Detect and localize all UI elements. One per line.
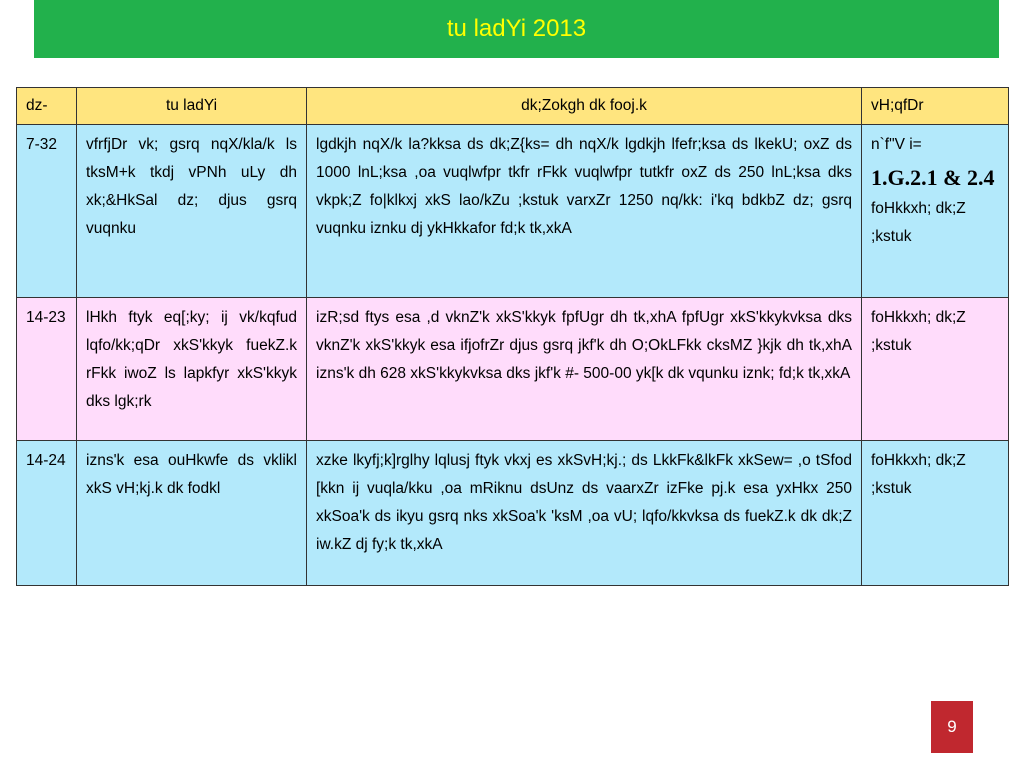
row-scheme-name: lHkh ftyk eq[;ky; ij vk/kqfud lqfo/kk;qDr xkS'kkyk fuekZ.k rFkk iwoZ ls lapkfyr xkS'kkyk dks lgk;rk — [77, 298, 307, 441]
row-remark: foHkkxh; dk;Z ;kstuk — [862, 298, 1009, 441]
remark-vision-label: n`f"V i= — [871, 136, 922, 153]
header-scheme-name: tu ladYi — [77, 88, 307, 125]
table-header-row — [17, 88, 1009, 125]
row-serial: 14-24 — [17, 441, 77, 586]
table-row — [17, 441, 1009, 586]
page-number: 9 — [947, 717, 957, 736]
slide-title: tu ladYi 2013 — [446, 15, 587, 42]
row-remark — [862, 125, 1009, 298]
header-description: dk;Zokgh dk fooj.k — [307, 88, 862, 125]
row-serial: 14-23 — [17, 298, 77, 441]
header-remark: vH;qfDr — [862, 88, 1009, 125]
row-description: izR;sd ftys esa ,d vknZ'k xkS'kkyk fpfUgr dh tk,xhA fpfUgr xkS'kkykvksa dks vknZ'k xkS'kkyk esa ifjofrZr djus gsrq jkf'k dh O;OkLFkk cksMZ }kjk dh tk,xhA izns'k dh 628 xkS'kkykvksa dks jkf'k #- 500-00 yk[k dk vqunku iznk; fd;k tk,xkA — [307, 298, 862, 441]
remark-text: foHkkxh; dk;Z ;kstuk — [871, 200, 966, 245]
slide-title-bar — [34, 0, 999, 58]
scheme-table — [16, 87, 1009, 586]
row-remark: foHkkxh; dk;Z ;kstuk — [862, 441, 1009, 586]
header-serial: dz- — [17, 88, 77, 125]
table-row — [17, 298, 1009, 441]
row-scheme-name: izns'k esa ouHkwfe ds vklikl xkS vH;kj.k dk fodkl — [77, 441, 307, 586]
table-row — [17, 125, 1009, 298]
remark-reference: 1.G.2.1 & 2.4 — [871, 165, 995, 190]
page-number-badge — [931, 701, 973, 753]
row-scheme-name: vfrfjDr vk; gsrq nqX/kla/k ls tksM+k tkdj vPNh uLy dh xk;&HkSal dz; djus gsrq vuqnku — [77, 125, 307, 298]
row-description: lgdkjh nqX/k la?kksa ds dk;Z{ks= dh nqX/k lgdkjh lfefr;ksa ds lkekU; oxZ ds 1000 lnL;ksa ,oa vuqlwfpr tkfr rFkk vuqlwfpr tutkfr oxZ ds 250 lnL;ksa dks vkpk;Z fo|klkxj xkS lao/kZu ;kstuk varxZr 1250 nq/kk: i'kq bdkbZ dz; gsrq vuqnku iznku dj ykHkkafor fd;k tk,xkA — [307, 125, 862, 298]
row-serial: 7-32 — [17, 125, 77, 298]
row-description: xzke lkyfj;k]rglhy lqlusj ftyk vkxj es xkSvH;kj.; ds LkkFk&lkFk xkSew= ,o tSfod [kkn ij vuqla/kku ,oa mRiknu dsUnz ds vaarxZr izFke pj.k esa yxHkx 250 xkSoa'k ds ikyu gsrq nks xkSoa'k 'ksM ,oa vU; lqfo/kkvksa ds fuekZ.k dk dk;Z iw.kZ dj fy;k tk,xkA — [307, 441, 862, 586]
